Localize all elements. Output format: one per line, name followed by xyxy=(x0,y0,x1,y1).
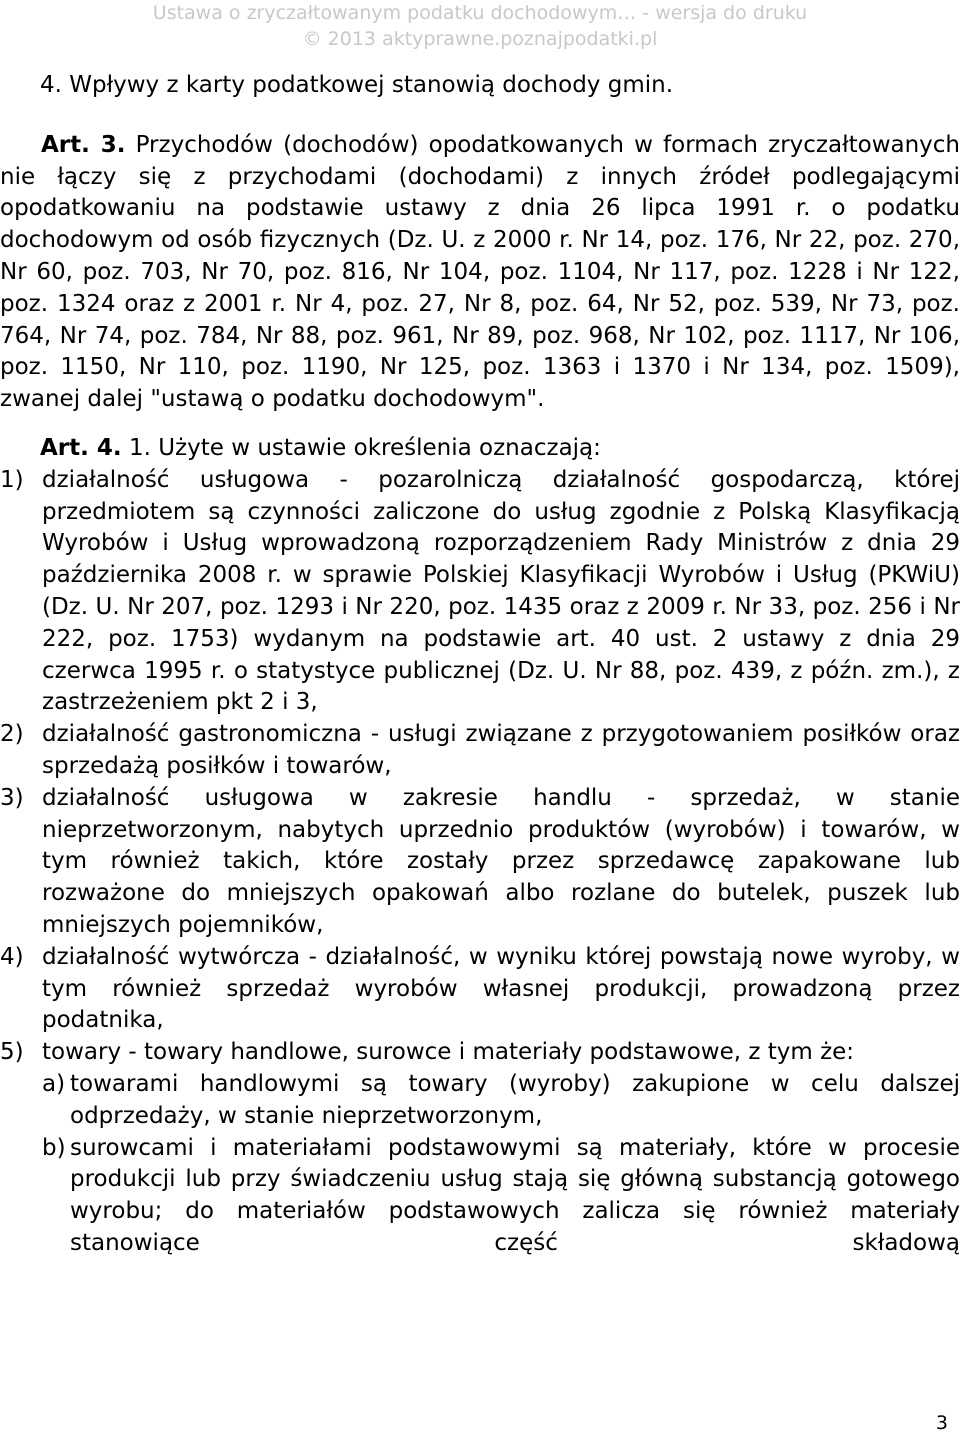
list-item-number: 4) xyxy=(0,943,24,970)
document-body xyxy=(0,70,960,1260)
article-4-intro xyxy=(0,433,960,465)
list-item xyxy=(0,942,960,1037)
list-item-text: działalność usługowa w zakresie handlu - sprzedaż, w stanie nieprzetworzonym, nabytych uprzednio produktów (wyrobów) i towarów, w tym również takich, które zostały przez sprzedawcę zapakowane lub rozważone do mniejszych opakowań albo rozlane do butelek, puszek lub mniejszych pojemników, xyxy=(42,784,960,938)
list-item-number: 1) xyxy=(0,466,24,493)
list-item-text: działalność usługowa - pozarolniczą działalność gospodarczą, której przedmiotem są czynności zaliczone do usług zgodnie z Polską Klasyfikacją Wyrobów i Usług wprowadzoną rozporządzeniem Rady Ministrów z dnia 29 października 2008 r. w sprawie Polskiej Klasyfikacji Wyrobów i Usług (PKWiU) (Dz. U. Nr 207, poz. 1293 i Nr 220, poz. 1435 oraz z 2009 r. Nr 33, poz. 256 i Nr 222, poz. 1753) wydanym na podstawie art. 40 ust. 2 ustawy z dnia 29 czerwca 1995 r. o statystyce publicznej (Dz. U. Nr 88, poz. 439, z późn. zm.), z zastrzeżeniem pkt 2 i 3, xyxy=(42,466,960,716)
page-number: 3 xyxy=(935,1412,948,1434)
sub-list-item xyxy=(0,1069,960,1133)
paragraph-4: 4. Wpływy z karty podatkowej stanowią dochody gmin. xyxy=(40,72,674,98)
article-4-label: Art. 4. xyxy=(40,434,122,461)
list-item xyxy=(0,783,960,942)
list-item xyxy=(0,1037,960,1069)
document-header-copyright: © 2013 aktyprawne.poznajpodatki.pl xyxy=(302,28,658,50)
list-item xyxy=(0,465,960,719)
sub-list-item-text: towarami handlowymi są towary (wyroby) zakupione w celu dalszej odprzedaży, w stanie nieprzetworzonym, xyxy=(70,1070,960,1129)
list-item-number: 5) xyxy=(0,1039,24,1066)
list-item-text: działalność wytwórcza - działalność, w wyniku której powstają nowe wyroby, w tym również sprzedaż wyrobów własnej produkcji, prowadzoną przez podatnika, xyxy=(42,943,960,1034)
sub-list-item-text: surowcami i materiałami podstawowymi są materiały, które w procesie produkcji lub przy świadczeniu usług stają się główną substancją gotowego wyrobu; do materiałów podstawowych zalicza się również materiały stanowiące część składową xyxy=(70,1134,960,1256)
list-item-number: 3) xyxy=(0,784,24,811)
article-4-text: 1. Użyte w ustawie określenia oznaczają: xyxy=(128,434,601,461)
article-3-label: Art. 3. xyxy=(41,131,126,158)
article-3-text: Przychodów (dochodów) opodatkowanych w formach zryczałtowanych nie łączy się z przychodami (dochodami) z innych źródeł podlegającymi opodatkowaniu na podstawie ustawy z dnia 26 lipca 1991 r. o podatku dochodowym od osób fizycznych (Dz. U. z 2000 r. Nr 14, poz. 176, Nr 22, poz. 270, Nr 60, poz. 703, Nr 70, poz. 816, Nr 104, poz. 1104, Nr 117, poz. 1228 i Nr 122, poz. 1324 oraz z 2001 r. Nr 4, poz. 27, Nr 8, poz. 64, Nr 52, poz. 539, Nr 73, poz. 764, Nr 74, poz. 784, Nr 88, poz. 961, Nr 89, poz. 968, Nr 102, poz. 1117, Nr 106, poz. 1150, Nr 110, poz. 1190, Nr 125, poz. 1363 i 1370 i Nr 134, poz. 1509), zwanej dalej "ustawą o podatku dochodowym". xyxy=(0,131,960,413)
sub-list-item-letter: b) xyxy=(42,1134,66,1161)
article-3 xyxy=(0,130,960,416)
document-header-title: Ustawa o zryczałtowanym podatku dochodowym… - wersja do druku xyxy=(152,2,808,24)
list-item xyxy=(0,719,960,783)
sub-list-item-letter: a) xyxy=(42,1070,66,1097)
sub-list-item xyxy=(0,1133,960,1260)
list-item-text: towary - towary handlowe, surowce i materiały podstawowe, z tym że: xyxy=(42,1039,855,1066)
list-item-number: 2) xyxy=(0,721,24,748)
list-item-text: działalność gastronomiczna - usługi związane z przygotowaniem posiłków oraz sprzedażą posiłków i towarów, xyxy=(42,721,960,779)
